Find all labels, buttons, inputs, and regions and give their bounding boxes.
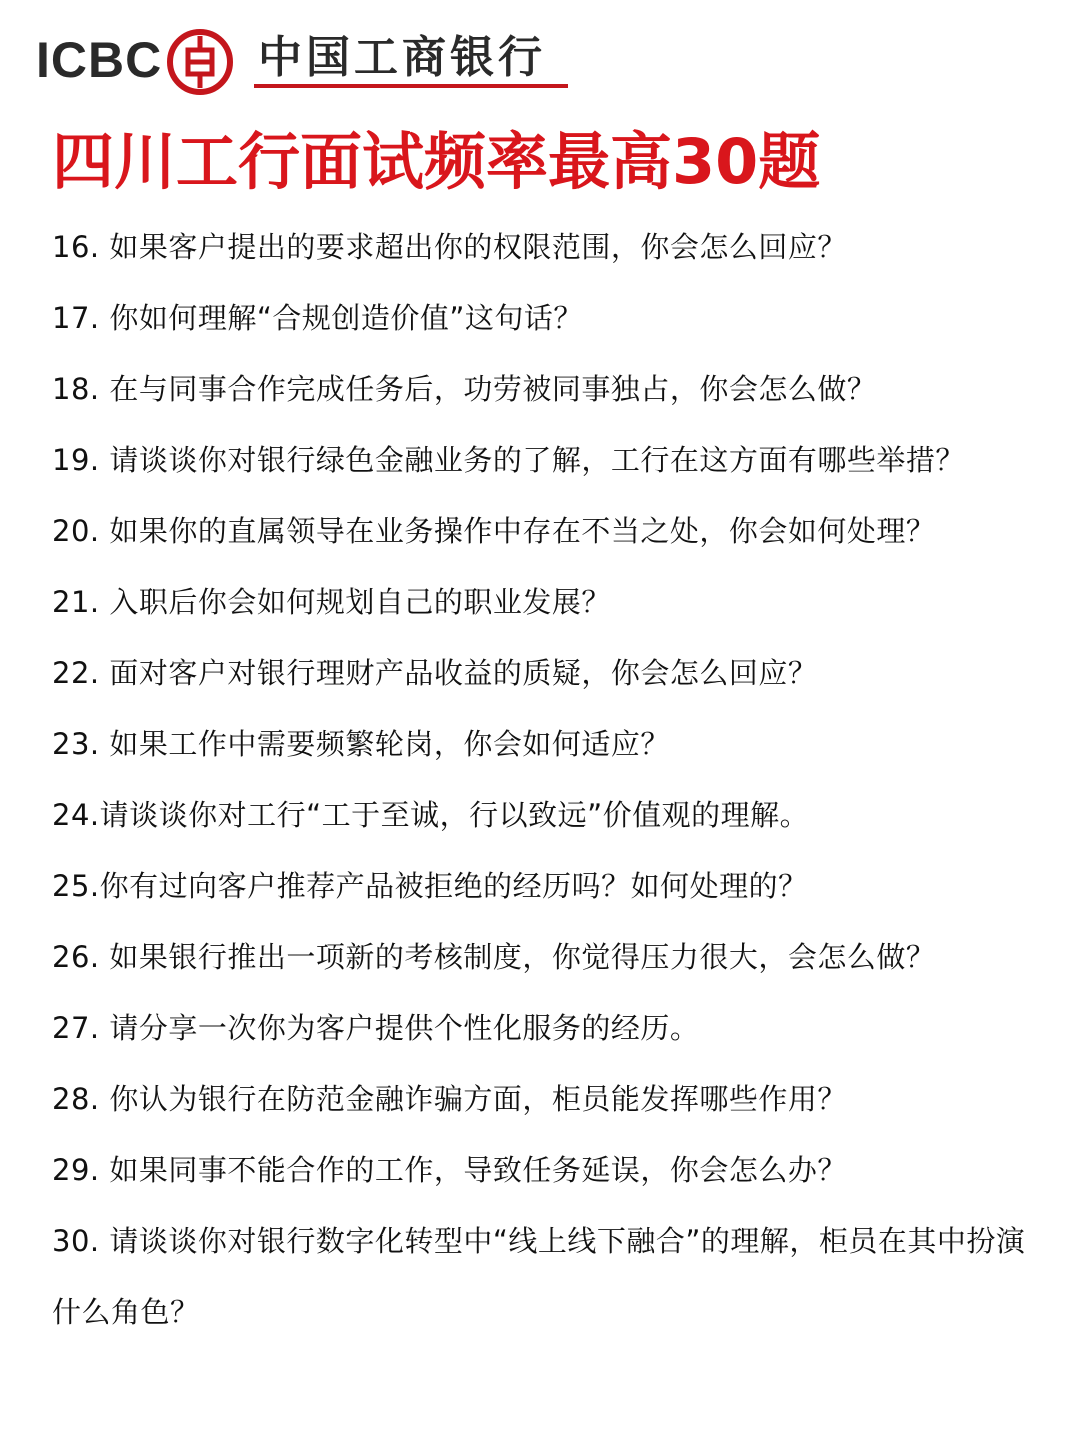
brand-header	[0, 0, 1080, 100]
question-16: 16. 如果客户提出的要求超出你的权限范围，你会怎么回应？	[52, 230, 847, 264]
question-24: 24.请谈谈你对工行“工于至诚，行以致远”价值观的理解。	[52, 798, 810, 832]
question-19: 19. 请谈谈你对银行绿色金融业务的了解，工行在这方面有哪些举措？	[52, 443, 965, 477]
brand-name-cn: 中国工商银行	[258, 32, 546, 83]
question-22: 22. 面对客户对银行理财产品收益的质疑，你会怎么回应？	[52, 656, 818, 690]
icbc-seal-icon	[166, 28, 234, 96]
brand-underline	[254, 84, 568, 88]
question-21: 21. 入职后你会如何规划自己的职业发展？	[52, 585, 611, 619]
question-20: 20. 如果你的直属领导在业务操作中存在不当之处，你会如何处理？	[52, 514, 936, 548]
question-30: 30. 请谈谈你对银行数字化转型中“线上线下融合”的理解，柜员在其中扮演什么角色？	[52, 1224, 1026, 1329]
question-18: 18. 在与同事合作完成任务后，功劳被同事独占，你会怎么做？	[52, 372, 877, 406]
brand-name-en: ICBC	[36, 32, 163, 88]
question-28: 28. 你认为银行在防范金融诈骗方面，柜员能发挥哪些作用？	[52, 1082, 847, 1116]
question-list	[52, 212, 1042, 1348]
question-29: 29. 如果同事不能合作的工作，导致任务延误，你会怎么办？	[52, 1153, 847, 1187]
question-27: 27. 请分享一次你为客户提供个性化服务的经历。	[52, 1011, 700, 1045]
question-23: 23. 如果工作中需要频繁轮岗，你会如何适应？	[52, 727, 670, 761]
page-title: 四川工行面试频率最高30题	[52, 125, 821, 198]
question-25: 25.你有过向客户推荐产品被拒绝的经历吗？如何处理的？	[52, 869, 808, 903]
question-17: 17. 你如何理解“合规创造价值”这句话？	[52, 301, 583, 335]
question-26: 26. 如果银行推出一项新的考核制度，你觉得压力很大，会怎么做？	[52, 940, 936, 974]
